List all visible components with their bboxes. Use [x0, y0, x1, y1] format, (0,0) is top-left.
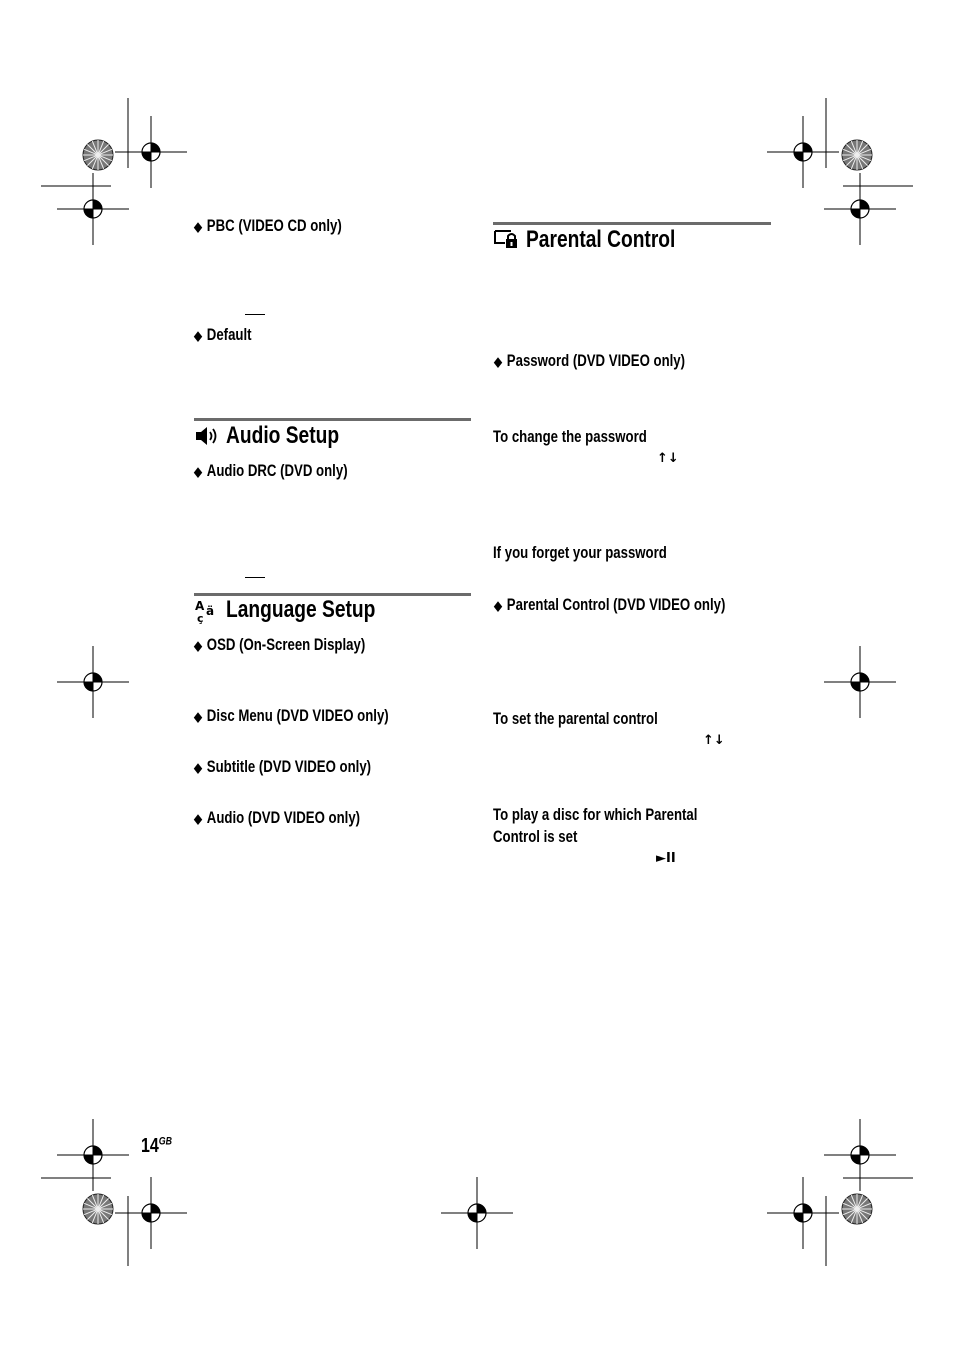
- up-down-arrows-icon: ↑↓: [703, 733, 725, 748]
- parental-lock-icon: [493, 227, 521, 251]
- play-pause-icon: ►II: [656, 851, 676, 866]
- subtitle-heading: ◆ Subtitle (DVD VIDEO only): [194, 758, 372, 776]
- svg-text:ä: ä: [206, 604, 215, 618]
- password-heading: ◆ Password (DVD VIDEO only): [494, 352, 686, 370]
- default-heading: ◆ Default: [194, 326, 252, 344]
- audio-drc-heading: ◆ Audio DRC (DVD only): [194, 462, 348, 480]
- svg-text:ç: ç: [197, 612, 204, 624]
- speaker-icon: [194, 424, 220, 448]
- pbc-heading: ◆ PBC (VIDEO CD only): [194, 217, 342, 235]
- diamond-bullet-icon: ◆: [494, 354, 502, 369]
- diamond-bullet-icon: ◆: [494, 598, 502, 613]
- svg-text:A: A: [195, 599, 205, 613]
- diamond-bullet-icon: ◆: [194, 328, 202, 343]
- diamond-bullet-icon: ◆: [194, 760, 202, 775]
- change-password-heading: To change the password: [493, 428, 647, 446]
- disc-menu-heading: ◆ Disc Menu (DVD VIDEO only): [194, 707, 389, 725]
- section-rule: [194, 418, 471, 421]
- set-parental-heading: To set the parental control: [493, 710, 658, 728]
- play-disc-heading-line2: Control is set: [493, 828, 578, 846]
- play-disc-heading-line1: To play a disc for which Parental: [493, 806, 698, 824]
- parental-control-title: Parental Control: [526, 226, 676, 253]
- page-number: $14^{GB}$: [141, 1135, 172, 1157]
- language-setup-title: Language Setup: [226, 596, 376, 623]
- forget-password-heading: If you forget your password: [493, 544, 667, 562]
- language-icon: [194, 598, 220, 624]
- audio-language-heading: ◆ Audio (DVD VIDEO only): [194, 809, 361, 827]
- diamond-bullet-icon: ◆: [194, 811, 202, 826]
- osd-heading: ◆ OSD (On-Screen Display): [194, 636, 366, 654]
- up-down-arrows-icon: ↑↓: [657, 451, 679, 466]
- default-marker-line: [245, 577, 265, 578]
- default-marker-line: [245, 314, 265, 315]
- diamond-bullet-icon: ◆: [194, 464, 202, 479]
- section-rule: [493, 222, 771, 225]
- audio-setup-title: Audio Setup: [226, 422, 340, 449]
- parental-control-heading: ◆ Parental Control (DVD VIDEO only): [494, 596, 726, 614]
- crop-marks-top: [41, 98, 913, 186]
- diamond-bullet-icon: ◆: [194, 638, 202, 653]
- diamond-bullet-icon: ◆: [194, 709, 202, 724]
- diamond-bullet-icon: ◆: [194, 219, 202, 234]
- page-number-suffix: GB: [158, 1135, 172, 1148]
